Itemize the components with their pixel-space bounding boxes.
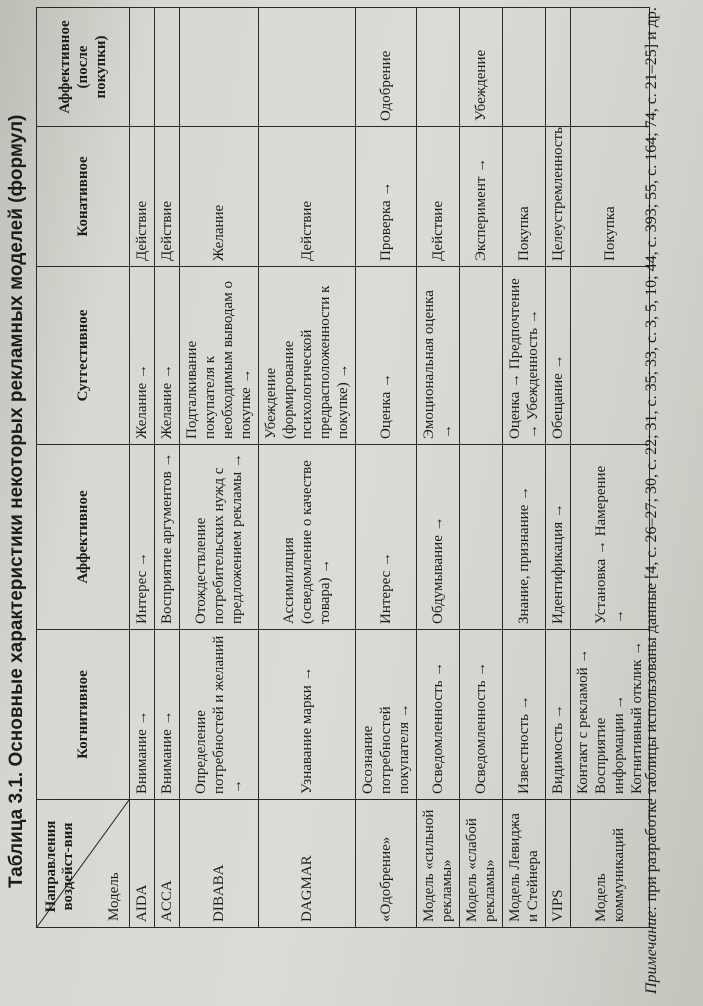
model-name-cell: DIBABA <box>180 800 259 928</box>
stage-cell <box>571 267 650 445</box>
model-name-cell: Модель «сильной рекламы» <box>417 800 460 928</box>
model-name-cell: AIDA <box>130 800 155 928</box>
stage-cell: Внимание → <box>155 630 180 800</box>
stage-cell: Желание <box>180 127 259 267</box>
stage-cell: Действие <box>259 127 356 267</box>
stage-cell: Одобрение <box>356 8 417 127</box>
stage-cell: Покупка <box>503 127 546 267</box>
corner-bottom-label: Модель <box>106 872 122 921</box>
model-name-cell: ACCA <box>155 800 180 928</box>
stage-cell: Определение потребностей и желаний → <box>180 630 259 800</box>
stage-cell: Знание, признание → <box>503 445 546 630</box>
stage-cell: Контакт с рекламой → Восприятие информации → Когнитивный отклик → <box>571 630 650 800</box>
stage-cell: Эмоциональная оценка → <box>417 267 460 445</box>
stage-cell: Покупка <box>571 127 650 267</box>
stage-cell: Осведомленность → <box>460 630 503 800</box>
table-caption <box>6 115 28 888</box>
column-header: Аффективное <box>37 445 130 630</box>
table-row <box>503 8 546 928</box>
stage-cell: Узнавание марки → <box>259 630 356 800</box>
table-row <box>130 8 155 928</box>
stage-cell: Осведомленность → <box>417 630 460 800</box>
stage-cell: Проверка → <box>356 127 417 267</box>
stage-cell <box>259 8 356 127</box>
models-table <box>36 7 650 928</box>
stage-cell: Оценка → <box>356 267 417 445</box>
stage-cell: Восприятие аргументов → <box>155 445 180 630</box>
stage-cell: Интерес → <box>130 445 155 630</box>
model-name-cell: DAGMAR <box>259 800 356 928</box>
model-name-cell: VIPS <box>546 800 571 928</box>
note-label: Примечание: <box>643 905 660 994</box>
column-header: Аффективное (после покупки) <box>37 8 130 127</box>
table-row <box>180 8 259 928</box>
stage-cell <box>417 8 460 127</box>
stage-cell <box>460 267 503 445</box>
stage-cell: Желание → <box>130 267 155 445</box>
column-header: Конативное <box>37 127 130 267</box>
table-row <box>356 8 417 928</box>
table-row <box>460 8 503 928</box>
stage-cell: Интерес → <box>356 445 417 630</box>
table-note <box>640 4 664 994</box>
stage-cell <box>130 8 155 127</box>
stage-cell <box>180 8 259 127</box>
table-body <box>130 8 650 928</box>
stage-cell: Обдумывание → <box>417 445 460 630</box>
caption-title: Основные характеристики некоторых рекламных моделей (формул) <box>6 114 27 767</box>
table-row <box>259 8 356 928</box>
stage-cell: Установка → Намерение → <box>571 445 650 630</box>
stage-cell: Обещание → <box>546 267 571 445</box>
stage-cell: Действие <box>130 127 155 267</box>
column-header: Когнитивное <box>37 630 130 800</box>
stage-cell <box>571 8 650 127</box>
stage-cell: Желание → <box>155 267 180 445</box>
stage-cell: Убеждение (формирование психологической предрасположенности к покупке) → <box>259 267 356 445</box>
model-name-cell: Модель «слабой рекламы» <box>460 800 503 928</box>
stage-cell <box>155 8 180 127</box>
stage-cell <box>503 8 546 127</box>
stage-cell: Ассимиляция (осведомление о качестве товара) → <box>259 445 356 630</box>
stage-cell: Подталкивание покупателя к необходимым выводам о покупке → <box>180 267 259 445</box>
stage-cell: Осознание потребностей покупателя → <box>356 630 417 800</box>
stage-cell: Действие <box>417 127 460 267</box>
model-name-cell: Модель Левиджа и Стейнера <box>503 800 546 928</box>
note-text: при разработке таблицы использованы данные [4, с. 26–27; 30, с. 22; 31, с. 35; 33, с. 3, 5, 10; 44, с. 393; 55, с. 164; 74, с. 21–25] и др. <box>643 7 660 906</box>
stage-cell: Внимание → <box>130 630 155 800</box>
stage-cell: Целеустремленность <box>546 127 571 267</box>
column-header: Суггестивное <box>37 267 130 445</box>
table-row <box>155 8 180 928</box>
corner-header <box>37 800 130 928</box>
model-name-cell: Модель коммуникаций <box>571 800 650 928</box>
stage-cell: Оценка → Предпочтение → Убежденность → <box>503 267 546 445</box>
model-name-cell: «Одобрение» <box>356 800 417 928</box>
stage-cell: Отождествление потребительских нужд с предложением рекламы → <box>180 445 259 630</box>
stage-cell <box>546 8 571 127</box>
stage-cell: Действие <box>155 127 180 267</box>
stage-cell: Идентификация → <box>546 445 571 630</box>
stage-cell: Видимость → <box>546 630 571 800</box>
stage-cell: Эксперимент → <box>460 127 503 267</box>
caption-label: Таблица 3.1. <box>6 771 27 888</box>
corner-top-label: Направления воздейст-вия <box>43 820 76 913</box>
header-row <box>37 8 130 928</box>
table-row <box>417 8 460 928</box>
stage-cell: Известность → <box>503 630 546 800</box>
table-row <box>546 8 571 928</box>
table-row <box>571 8 650 928</box>
stage-cell: Убеждение <box>460 8 503 127</box>
stage-cell <box>460 445 503 630</box>
